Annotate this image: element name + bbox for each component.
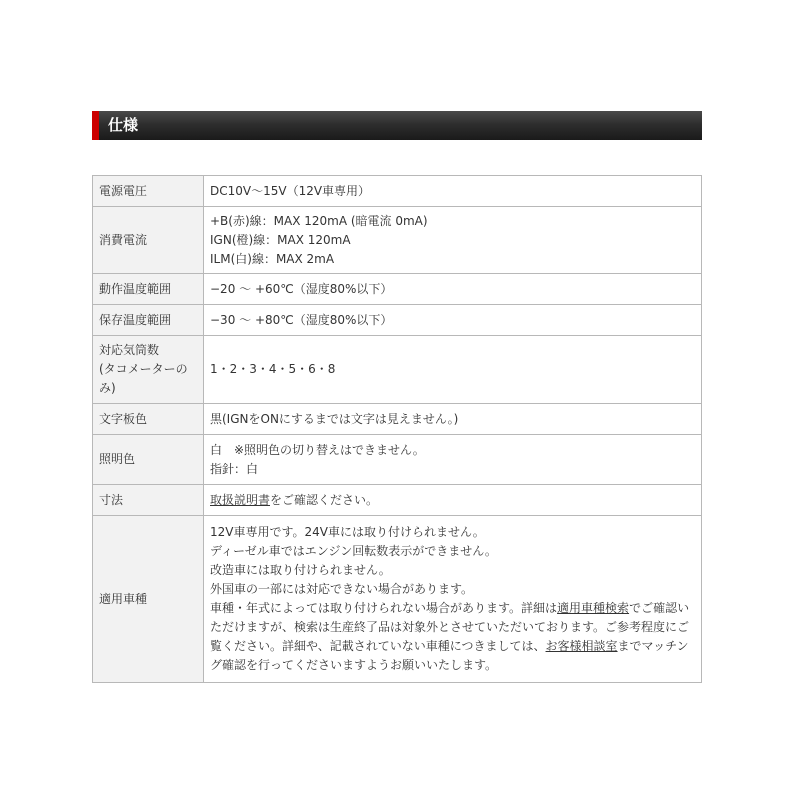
spec-value-line: +B(赤)線：MAX 120mA (暗電流 0mA) bbox=[210, 213, 428, 228]
spec-value-line: 白 ※照明色の切り替えはできません。 bbox=[210, 442, 425, 457]
spec-label-line: (タコメーターの bbox=[99, 362, 188, 376]
spec-value-line: 指針：白 bbox=[210, 461, 259, 476]
spec-label-line: み) bbox=[99, 381, 116, 395]
spec-value bbox=[204, 516, 702, 683]
spec-label: 寸法 bbox=[93, 485, 204, 516]
spec-value bbox=[204, 404, 702, 435]
spec-value-text: までマッチング確認を行ってくださいますようお願いいたします。 bbox=[210, 639, 689, 672]
spec-value-line: 改造車には取り付けられません。 bbox=[210, 563, 391, 577]
spec-value bbox=[204, 176, 702, 207]
spec-row-illumination bbox=[93, 435, 702, 485]
spec-value bbox=[204, 274, 702, 305]
customer-support-link[interactable]: お客様相談室 bbox=[545, 639, 618, 653]
section-header bbox=[92, 111, 702, 140]
spec-value-line: 1・2・3・4・5・6・8 bbox=[210, 362, 336, 376]
spec-value-text: 車種・年式によっては取り付けられない場合があります。詳細は bbox=[210, 601, 558, 615]
spec-label: 消費電流 bbox=[93, 207, 204, 274]
spec-row-dial-color bbox=[93, 404, 702, 435]
spec-label: 電源電圧 bbox=[93, 176, 204, 207]
spec-value-paragraph bbox=[210, 599, 695, 675]
spec-label: 文字板色 bbox=[93, 404, 204, 435]
spec-value-line: 12V車専用です。24V車には取り付けられません。 bbox=[210, 525, 485, 539]
spec-value-line: −20 〜 +60℃（湿度80%以下） bbox=[210, 281, 393, 296]
spec-row-current bbox=[93, 207, 702, 274]
spec-label bbox=[93, 336, 204, 404]
spec-label: 保存温度範囲 bbox=[93, 305, 204, 336]
section-title: 仕様 bbox=[108, 116, 139, 134]
spec-value bbox=[204, 485, 702, 516]
spec-row-voltage bbox=[93, 176, 702, 207]
spec-value-line: 外国車の一部には対応できない場合があります。 bbox=[210, 582, 474, 596]
spec-value-line: −30 〜 +80℃（湿度80%以下） bbox=[210, 312, 393, 327]
spec-value-line: ディーゼル車ではエンジン回転数表示ができません。 bbox=[210, 544, 497, 558]
spec-label: 照明色 bbox=[93, 435, 204, 485]
spec-value-line bbox=[210, 491, 695, 510]
spec-table bbox=[92, 175, 702, 683]
spec-row-operating-temp bbox=[93, 274, 702, 305]
spec-value-line: IGN(橙)線：MAX 120mA bbox=[210, 232, 351, 247]
spec-row-dimensions bbox=[93, 485, 702, 516]
spec-label: 動作温度範囲 bbox=[93, 274, 204, 305]
spec-value-line: DC10V〜15V（12V車専用） bbox=[210, 183, 371, 198]
spec-row-cylinders bbox=[93, 336, 702, 404]
spec-label: 適用車種 bbox=[93, 516, 204, 683]
vehicle-search-link[interactable]: 適用車種検索 bbox=[557, 601, 630, 615]
spec-value-line: ILM(白)線：MAX 2mA bbox=[210, 251, 335, 266]
spec-value-line: 黒(IGNをONにするまでは文字は見えません。) bbox=[210, 411, 459, 426]
spec-label-line: 対応気筒数 bbox=[99, 343, 160, 357]
spec-value-text: をご確認ください。 bbox=[270, 492, 379, 507]
spec-value bbox=[204, 336, 702, 404]
spec-row-compatible-vehicles bbox=[93, 516, 702, 683]
spec-value bbox=[204, 435, 702, 485]
spec-value bbox=[204, 305, 702, 336]
spec-row-storage-temp bbox=[93, 305, 702, 336]
spec-value bbox=[204, 207, 702, 274]
spec-value-text: でご確認いただけますが、検索は生産終了品は対象外とさせていただいております。ご参考程度にご覧ください。詳細や、記載されていない車種につきましては、 bbox=[210, 601, 690, 653]
manual-link[interactable]: 取扱説明書 bbox=[210, 492, 271, 507]
header-accent-bar bbox=[92, 111, 99, 140]
